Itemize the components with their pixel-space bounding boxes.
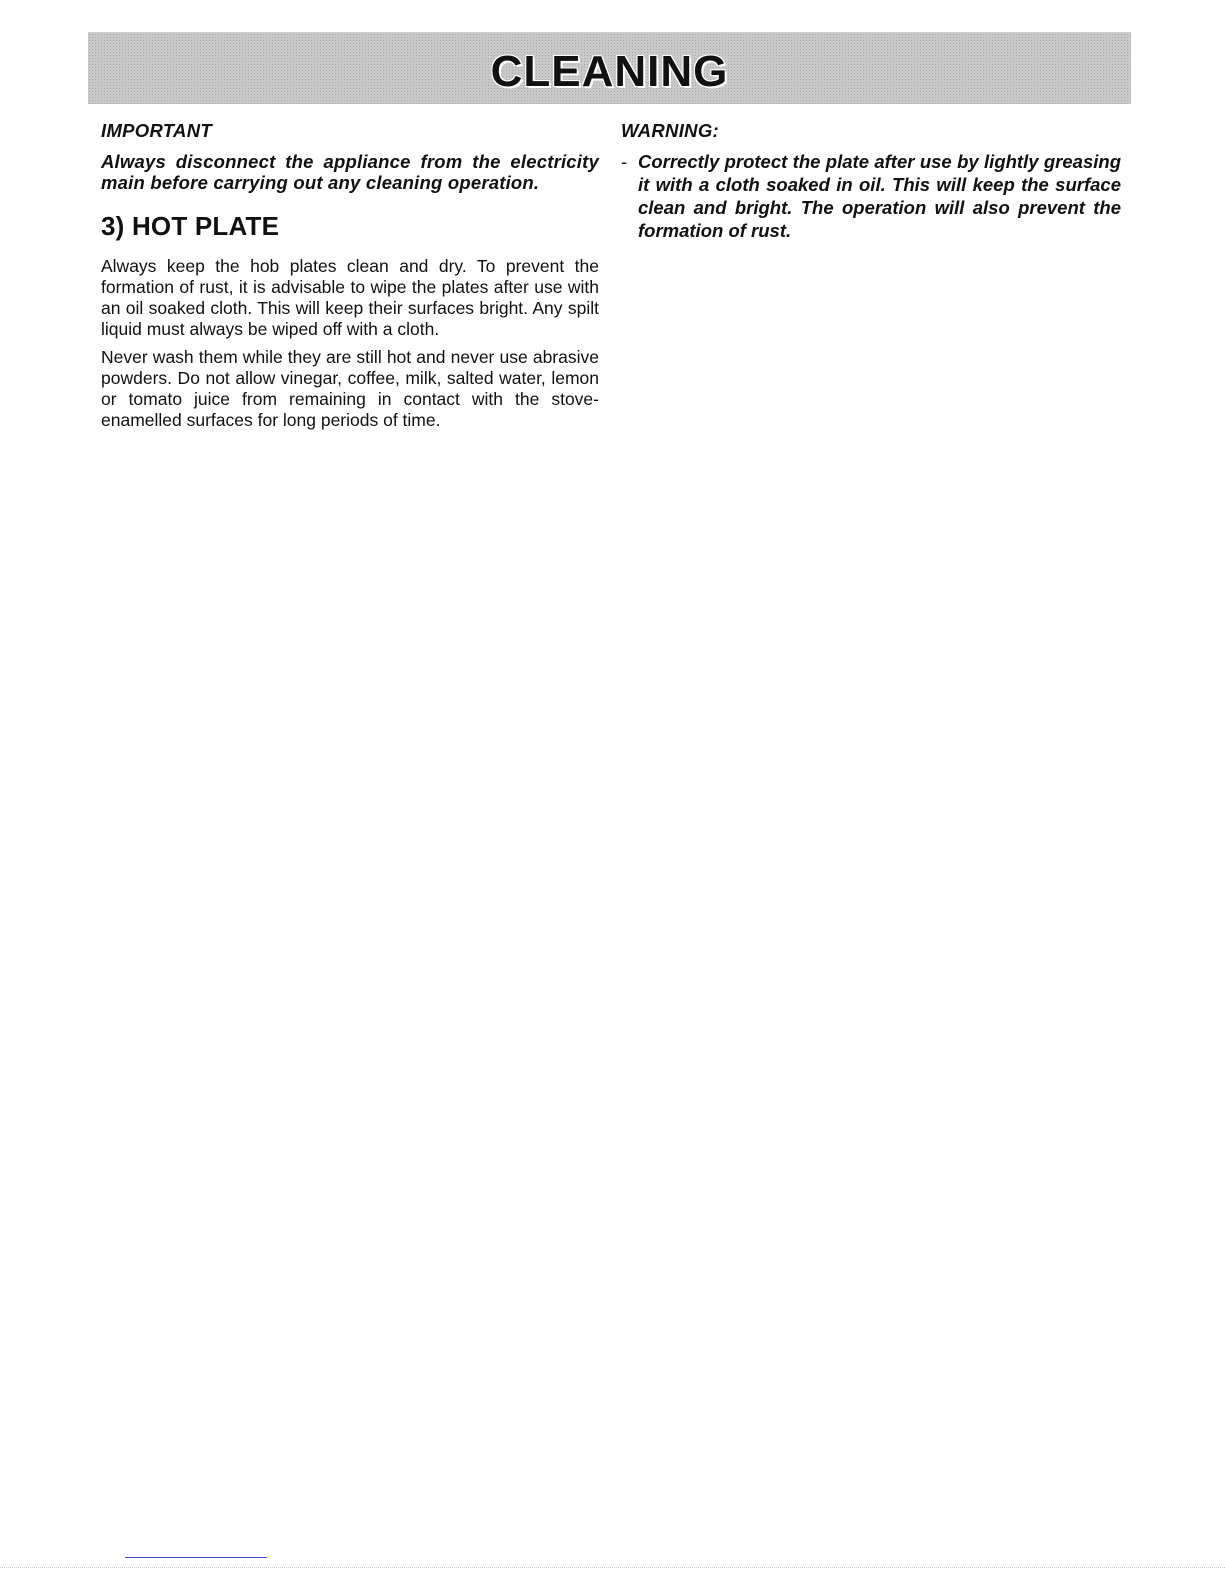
header-band xyxy=(88,32,1131,104)
bottom-rule xyxy=(0,1567,1225,1568)
footer-underline xyxy=(125,1557,267,1558)
body-paragraph: Never wash them while they are still hot and never use abrasive powders. Do not allow vinegar, coffee, milk, salted water, lemon or tomato juice from remaining in contact with the stove-enamelled surfaces for long periods of time. xyxy=(101,347,599,430)
right-column xyxy=(621,120,1121,242)
list-dash: - xyxy=(621,151,628,172)
body-paragraph: Always keep the hob plates clean and dry. To prevent the formation of rust, it is advisable to wipe the plates after use with an oil soaked cloth. This will keep their surfaces bright. Any spilt liquid must always be wiped off with a cloth. xyxy=(101,256,599,339)
important-label: IMPORTANT xyxy=(101,120,212,141)
warning-text: Correctly protect the plate after use by lightly greasing it with a cloth soaked in oil. This will keep the surface clean and bright. The operation will also prevent the formation of rust. xyxy=(638,151,1121,241)
important-notice: Always disconnect the appliance from the electricity main before carrying out any cleaning operation. xyxy=(101,151,599,193)
warning-label: WARNING: xyxy=(621,120,719,141)
warning-item xyxy=(621,150,1121,242)
section-heading: 3) HOT PLATE xyxy=(101,211,280,241)
page-title: CLEANING xyxy=(490,47,729,96)
left-column xyxy=(101,120,599,438)
